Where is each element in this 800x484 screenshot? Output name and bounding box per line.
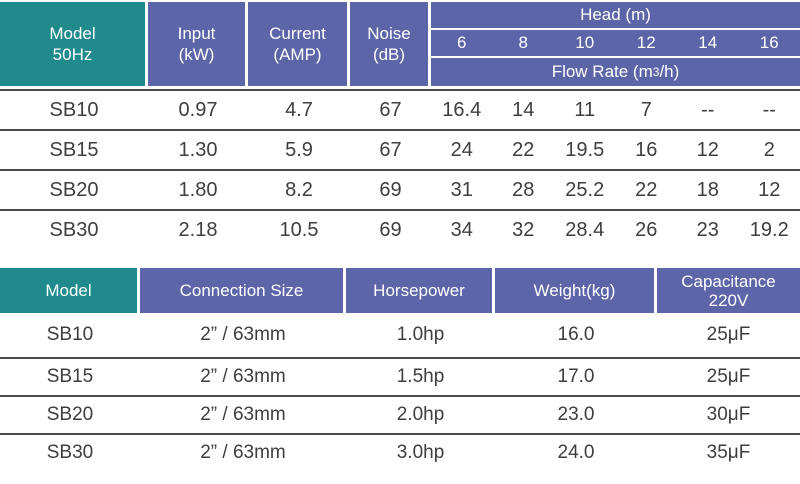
flow-cell: 7	[640, 98, 652, 121]
input-cell: 2.18	[178, 218, 218, 241]
noise-header-line2: (dB)	[372, 45, 406, 64]
current-header-line2: (AMP)	[273, 45, 322, 64]
capacitance-220v-header	[657, 268, 800, 313]
head-tick: 12	[636, 33, 656, 52]
flow-cell: 22	[635, 178, 658, 201]
specs-table-body	[0, 89, 800, 249]
current-header-line1: Current	[269, 24, 326, 43]
capacitance-header-line2: 220V	[708, 290, 749, 310]
table-row	[0, 313, 800, 359]
current-cell: 10.5	[279, 218, 319, 241]
horsepower-cell: 1.0hp	[396, 324, 445, 345]
horsepower-header: Horsepower	[346, 268, 492, 313]
noise-cell: 67	[379, 98, 402, 121]
flow-cell: 28.4	[565, 218, 605, 241]
head-tick: 6	[457, 33, 467, 52]
noise-cell: 67	[379, 138, 402, 161]
current-cell: 8.2	[285, 178, 313, 201]
flow-cell: 18	[696, 178, 719, 201]
model-header-line2: 50Hz	[52, 45, 93, 64]
specs-table-50hz	[0, 2, 800, 249]
flow-cell: 28	[512, 178, 535, 201]
model-header-line1: Model	[49, 24, 96, 43]
noise-cell: 69	[379, 218, 402, 241]
flow-cell: 11	[574, 98, 596, 121]
connection-cell: 2” / 63mm	[200, 366, 286, 387]
input-header-line1: Input	[177, 24, 216, 43]
model-cell: SB10	[49, 98, 99, 121]
flow-cell: 12	[696, 138, 719, 161]
head-tick: 10	[575, 33, 595, 52]
table-row	[0, 397, 800, 435]
input-cell: 1.80	[178, 178, 218, 201]
table-row	[0, 131, 800, 171]
table-row	[0, 435, 800, 471]
flow-cell: 26	[635, 218, 658, 241]
table-row	[0, 171, 800, 211]
table-row	[0, 211, 800, 249]
flow-cell: 23	[696, 218, 719, 241]
flow-cell: 22	[512, 138, 535, 161]
model-50hz-header	[0, 2, 145, 86]
flow-cell: 32	[512, 218, 535, 241]
flow-rate-title: Flow Rate (m 3 /h)	[551, 62, 680, 81]
flow-cell: 19.2	[749, 218, 789, 241]
specs-table-header	[0, 2, 800, 86]
capacitance-header-line1: Capacitance	[681, 271, 776, 291]
connection-cell: 2” / 63mm	[200, 324, 286, 345]
head-flow-group-header	[431, 2, 800, 86]
model-cell: SB15	[46, 366, 94, 387]
flow-cell: 2	[763, 138, 775, 161]
noise-db-header	[350, 2, 428, 86]
weight-cell: 23.0	[557, 404, 595, 425]
head-tick-row	[431, 30, 800, 58]
mechanical-table-header	[0, 268, 800, 313]
head-tick: 14	[698, 33, 718, 52]
flow-cell: --	[701, 98, 715, 121]
flow-cell: 14	[512, 98, 535, 121]
input-kw-header	[148, 2, 245, 86]
noise-cell: 69	[379, 178, 402, 201]
flow-cell: --	[762, 98, 776, 121]
current-cell: 4.7	[285, 98, 313, 121]
connection-cell: 2” / 63mm	[200, 404, 286, 425]
head-tick: 16	[759, 33, 779, 52]
noise-header-line1: Noise	[367, 24, 411, 43]
flow-cell: 12	[758, 178, 781, 201]
head-m-title: Head (m)	[431, 2, 800, 30]
model-cell: SB20	[46, 404, 94, 425]
flow-rate-prefix: Flow Rate (m	[551, 62, 653, 81]
flow-cell: 19.5	[565, 138, 605, 161]
head-tick: 8	[518, 33, 528, 52]
weight-cell: 17.0	[557, 366, 595, 387]
model-cell: SB20	[49, 178, 99, 201]
horsepower-cell: 2.0hp	[396, 404, 445, 425]
model-cell: SB10	[46, 324, 94, 345]
connection-cell: 2” / 63mm	[200, 442, 286, 463]
current-cell: 5.9	[285, 138, 313, 161]
model-header: Model	[0, 268, 137, 313]
model-cell: SB15	[49, 138, 99, 161]
weight-kg-header: Weight(kg)	[495, 268, 654, 313]
flow-rate-suffix: /h)	[659, 62, 680, 81]
current-amp-header	[248, 2, 347, 86]
mechanical-table-body	[0, 313, 800, 471]
model-cell: SB30	[46, 442, 94, 463]
capacitance-cell: 25μF	[706, 324, 751, 345]
weight-cell: 16.0	[557, 324, 595, 345]
input-cell: 1.30	[178, 138, 218, 161]
horsepower-cell: 1.5hp	[396, 366, 445, 387]
horsepower-cell: 3.0hp	[396, 442, 445, 463]
capacitance-cell: 30μF	[706, 404, 751, 425]
table-row	[0, 359, 800, 397]
model-cell: SB30	[49, 218, 99, 241]
capacitance-cell: 25μF	[706, 366, 751, 387]
flow-cell: 16	[635, 138, 658, 161]
input-cell: 0.97	[178, 98, 218, 121]
flow-cell: 24	[450, 138, 473, 161]
input-header-line2: (kW)	[178, 45, 215, 64]
flow-cell: 25.2	[565, 178, 605, 201]
flow-cell: 31	[450, 178, 473, 201]
flow-cell: 34	[450, 218, 473, 241]
weight-cell: 24.0	[557, 442, 595, 463]
flow-cell: 16.4	[442, 98, 482, 121]
connection-size-header: Connection Size	[140, 268, 343, 313]
mechanical-specs-table	[0, 268, 800, 471]
table-row	[0, 91, 800, 131]
capacitance-cell: 35μF	[706, 442, 751, 463]
